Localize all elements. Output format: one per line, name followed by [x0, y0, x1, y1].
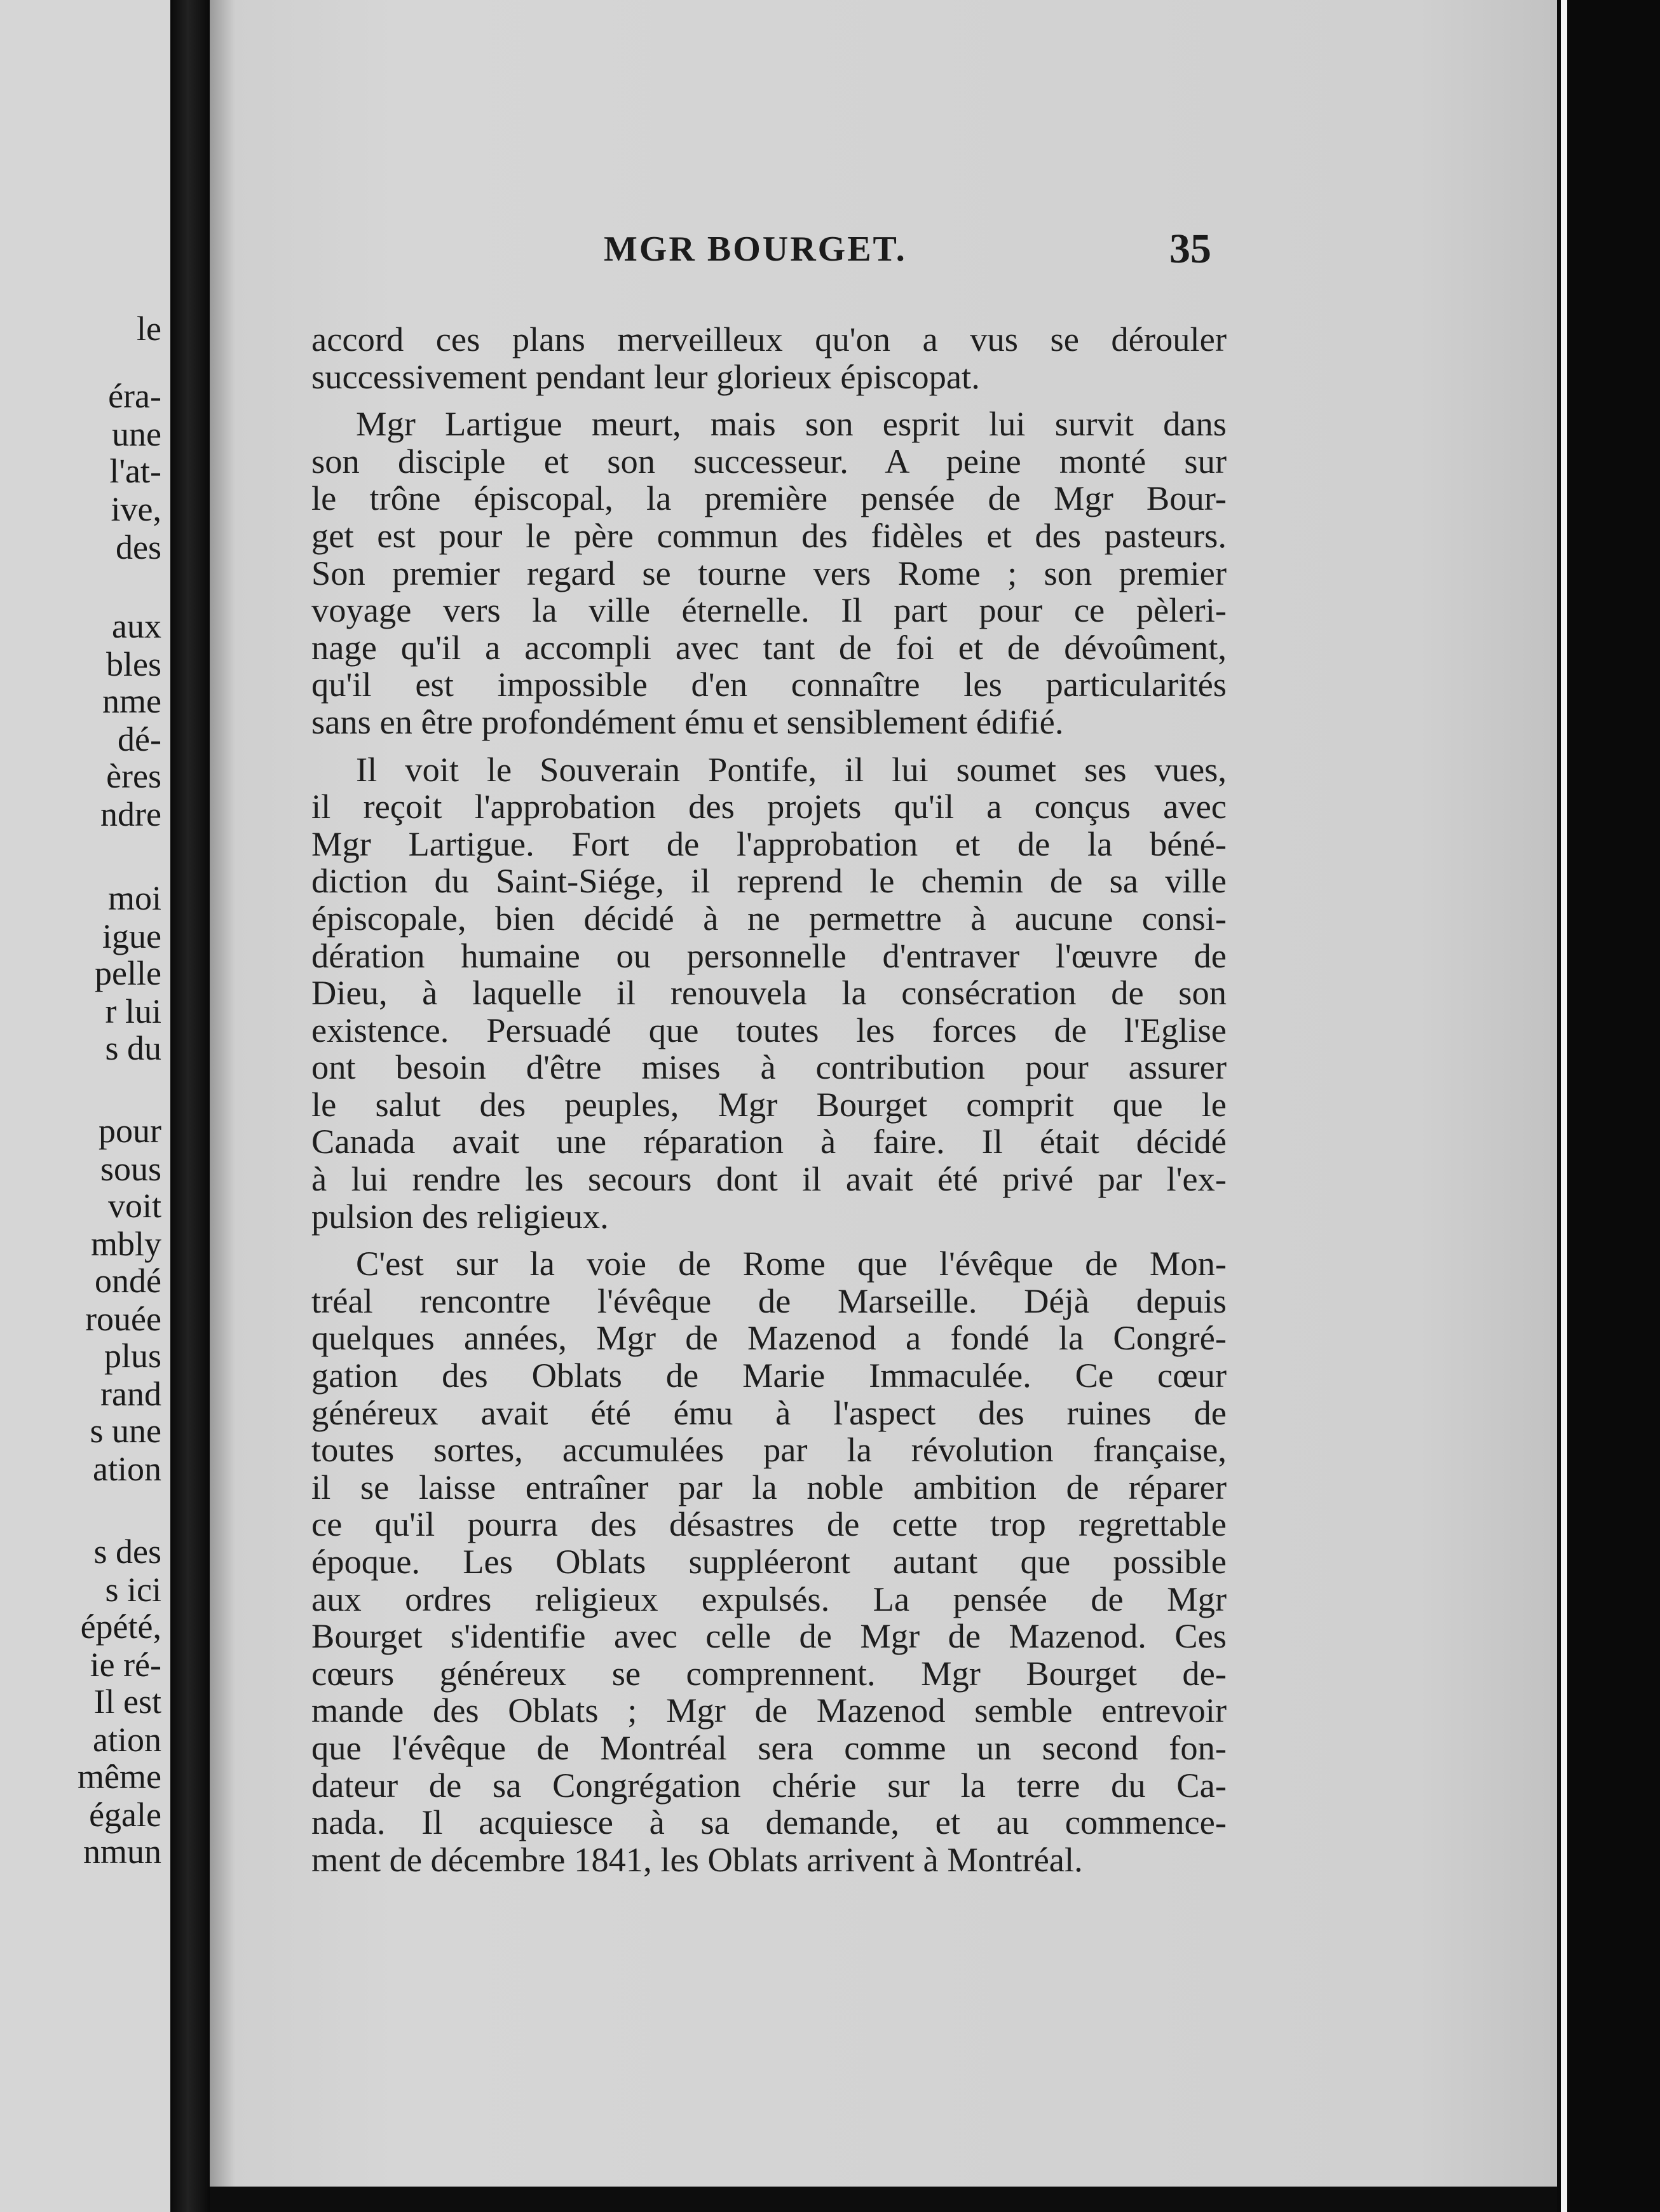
left-page-fragment: ie ré-	[90, 1646, 161, 1684]
text-line: voyage vers la ville éternelle. Il part pour ce pèleri-	[311, 591, 1227, 630]
text-line: accord ces plans merveilleux qu'on a vus se dérouler	[311, 320, 1227, 358]
text-line: dateur de sa Congrégation chérie sur la terre du Ca-	[311, 1765, 1227, 1805]
text-line: gation des Oblats de Marie Immaculée. Ce cœur	[311, 1356, 1227, 1395]
left-page-fragment: ères	[106, 757, 161, 795]
left-page-fragment: rouée	[85, 1300, 161, 1338]
scan-right-edge	[1557, 0, 1660, 2212]
text-line: tréal rencontre l'évêque de Marseille. Déjà depuis	[311, 1281, 1227, 1320]
left-page-fragment: nme	[102, 682, 161, 720]
text-line: époque. Les Oblats suppléeront autant que possible	[311, 1542, 1227, 1581]
left-page-fragment: rand	[100, 1375, 161, 1413]
text-line: existence. Persuadé que toutes les forces de l'Eglise	[311, 1010, 1227, 1049]
text-line: Son premier regard se tourne vers Rome ; son premier	[311, 553, 1227, 592]
left-page-fragment: igue	[102, 917, 161, 955]
text-line: que l'évêque de Montréal sera comme un second fon-	[311, 1728, 1227, 1767]
text-line: C'est sur la voie de Rome que l'évêque de Mon-	[356, 1244, 1227, 1283]
page-header	[210, 226, 1557, 280]
left-page-fragment: ive,	[111, 490, 161, 528]
text-line: pulsion des religieux.	[311, 1196, 609, 1236]
text-line: le salut des peuples, Mgr Bourget comprit que le	[311, 1084, 1227, 1124]
left-page-fragment: l'at-	[109, 452, 161, 490]
text-line: ont besoin d'être mises à contribution pour assurer	[311, 1048, 1227, 1087]
previous-page-fragment	[0, 0, 170, 2212]
text-line: quelques années, Mgr de Mazenod a fondé la Congré-	[311, 1318, 1227, 1358]
text-line: généreux avait été ému à l'aspect des ruines de	[311, 1393, 1227, 1432]
text-line: dération humaine ou personnelle d'entraver l'œuvre de	[311, 936, 1227, 975]
left-page-fragment: même	[78, 1758, 161, 1796]
text-line: toutes sortes, accumulées par la révolution française,	[311, 1430, 1227, 1470]
left-page-fragment: s une	[90, 1412, 161, 1450]
text-line: Bourget s'identifie avec celle de Mgr de Mazenod. Ces	[311, 1616, 1227, 1656]
text-line: ment de décembre 1841, les Oblats arrivent à Montréal.	[311, 1840, 1083, 1879]
text-line: successivement pendant leur glorieux épiscopat.	[311, 357, 980, 396]
left-page-fragment: voit	[107, 1187, 161, 1225]
left-page-fragment: éra-	[108, 377, 161, 415]
left-page-fragment: épété,	[80, 1608, 161, 1646]
text-line: Canada avait une réparation à faire. Il était décidé	[311, 1122, 1227, 1161]
paragraph	[311, 1245, 1227, 1878]
text-line: cœurs généreux se comprennent. Mgr Bourget de-	[311, 1653, 1227, 1693]
left-page-fragment: ation	[93, 1450, 161, 1488]
left-page-fragment: des	[116, 528, 161, 566]
text-line: nada. Il acquiesce à sa demande, et au commence-	[311, 1803, 1227, 1842]
book-gutter	[170, 0, 210, 2212]
text-line: qu'il est impossible d'en connaître les particularités	[311, 665, 1227, 704]
body-text	[311, 321, 1227, 1878]
left-page-fragment: ation	[93, 1721, 161, 1759]
text-line: diction du Saint-Siége, il reprend le chemin de sa ville	[311, 861, 1227, 901]
text-line: ce qu'il pourra des désastres de cette trop regrettable	[311, 1505, 1227, 1544]
left-page-fragment: aux	[112, 607, 161, 645]
book-page	[210, 0, 1557, 2187]
text-line: Dieu, à laquelle il renouvela la consécration de son	[311, 973, 1227, 1013]
left-page-fragment: pour	[99, 1112, 161, 1150]
paragraph	[311, 406, 1227, 741]
page-edge-line	[1561, 0, 1567, 2212]
left-page-fragment: s des	[93, 1533, 161, 1571]
text-line: aux ordres religieux expulsés. La pensée de Mgr	[311, 1579, 1227, 1618]
left-page-fragment: égale	[89, 1796, 161, 1834]
running-head: MGR BOURGET.	[604, 229, 907, 269]
text-line: sans en être profondément ému et sensiblement édifié.	[311, 702, 1064, 741]
left-page-fragment: sous	[100, 1150, 161, 1188]
left-page-fragment: ondé	[95, 1262, 161, 1300]
text-line: il reçoit l'approbation des projets qu'il a conçus avec	[311, 787, 1227, 826]
left-page-fragment: r lui	[105, 992, 161, 1030]
left-page-fragment: bles	[106, 645, 161, 683]
text-line: Il voit le Souverain Pontife, il lui soumet ses vues,	[356, 749, 1227, 789]
text-line: à lui rendre les secours dont il avait été privé par l'ex-	[311, 1159, 1227, 1199]
paragraph	[311, 321, 1227, 395]
left-page-fragment: le	[137, 310, 161, 348]
text-line: son disciple et son successeur. A peine monté sur	[311, 441, 1227, 481]
text-line: mande des Oblats ; Mgr de Mazenod semble entrevoir	[311, 1691, 1227, 1730]
page-number: 35	[1169, 226, 1211, 272]
text-line: le trône épiscopal, la première pensée de Mgr Bour-	[311, 479, 1227, 518]
text-line: get est pour le père commun des fidèles et des pasteurs.	[311, 515, 1227, 555]
text-line: Mgr Lartigue. Fort de l'approbation et de la béné-	[311, 824, 1227, 863]
left-page-fragment: s ici	[105, 1571, 161, 1609]
left-page-fragment: nmun	[83, 1833, 161, 1871]
text-line: nage qu'il a accompli avec tant de foi et de dévoûment,	[311, 627, 1227, 667]
left-page-fragment: plus	[104, 1337, 161, 1375]
left-page-fragment: dé-	[118, 720, 161, 758]
text-line: Mgr Lartigue meurt, mais son esprit lui survit dans	[356, 404, 1227, 444]
left-page-fragment: pelle	[95, 954, 161, 992]
left-page-fragment: une	[112, 415, 161, 453]
text-line: il se laisse entraîner par la noble ambition de réparer	[311, 1467, 1227, 1506]
text-line: épiscopale, bien décidé à ne permettre à aucune consi-	[311, 898, 1227, 938]
left-page-fragment: moi	[107, 879, 161, 917]
left-page-fragment: Il est	[93, 1683, 161, 1721]
left-page-fragment: mbly	[90, 1225, 161, 1263]
paragraph	[311, 751, 1227, 1236]
left-page-fragment: ndre	[100, 795, 161, 833]
left-page-fragment: s du	[105, 1029, 161, 1067]
